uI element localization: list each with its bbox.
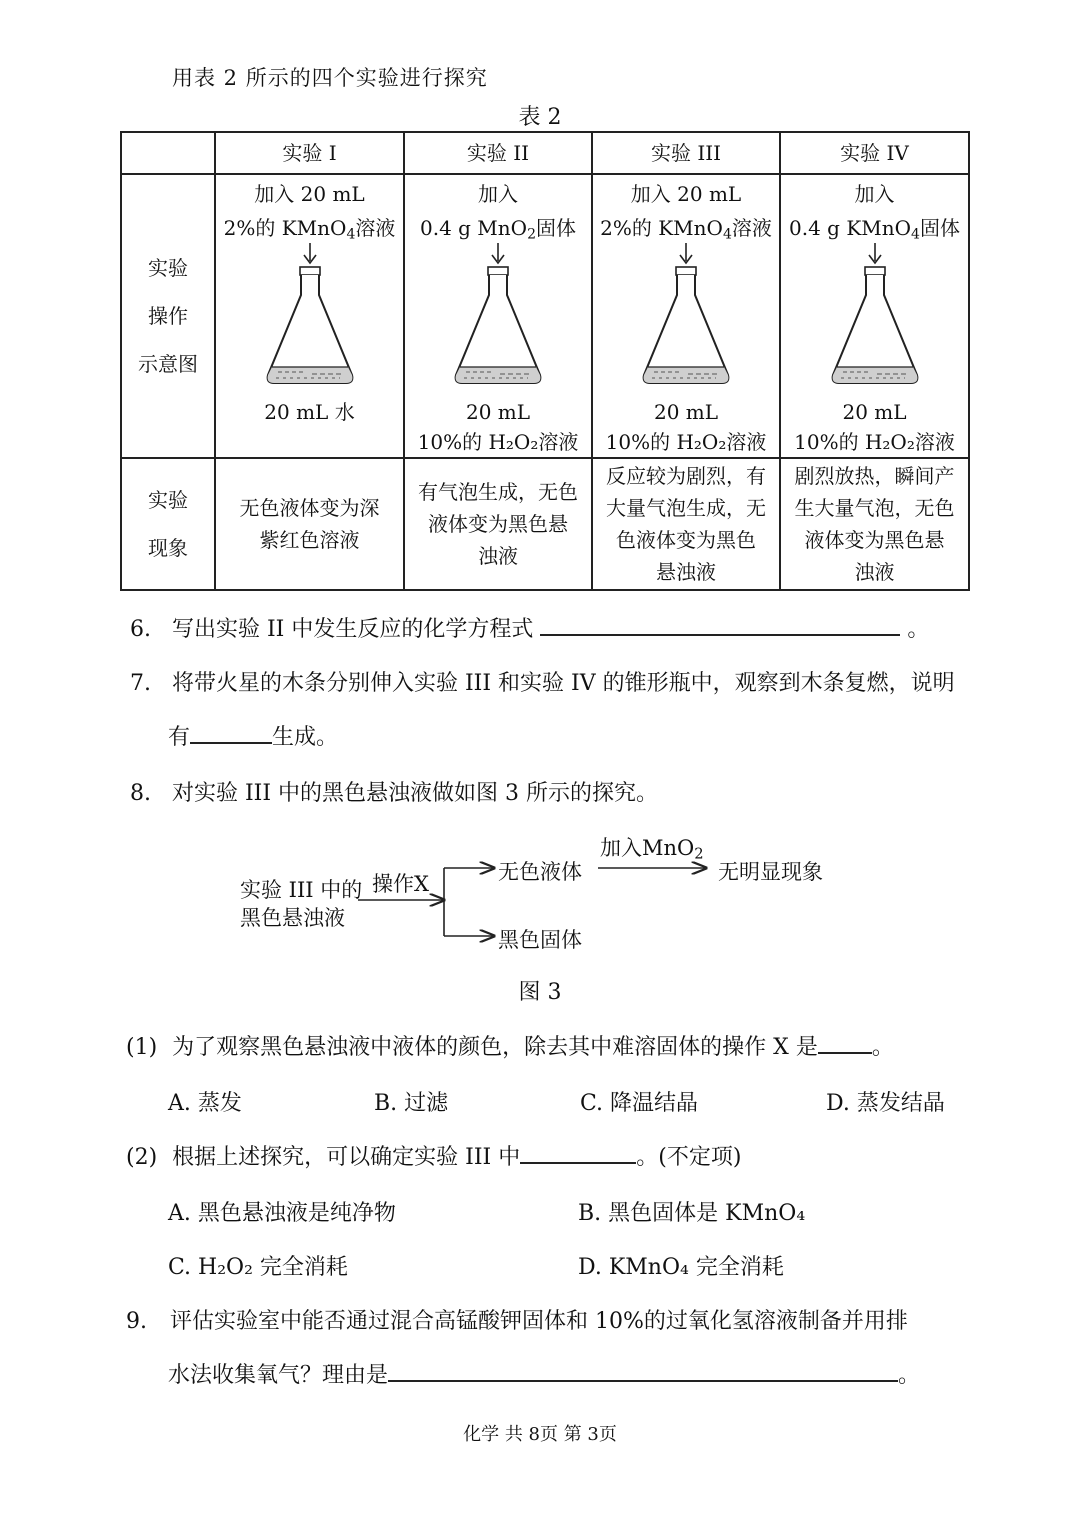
question-8-2: (2) 根据上述探究，可以确定实验 III 中 。(不定项) bbox=[126, 1145, 742, 1170]
flow-start-line2: 黑色悬浊液 bbox=[240, 906, 345, 930]
experiment-table bbox=[120, 131, 970, 591]
flow-operation-x: 操作X bbox=[372, 872, 429, 896]
header-cell: 实验 IV bbox=[780, 132, 969, 174]
phenomenon-cell bbox=[215, 458, 404, 590]
row-label-phenomenon: 实验 现象 bbox=[121, 458, 215, 590]
phenomenon-line: 悬浊液 bbox=[656, 560, 716, 584]
flask-contents-line2: 10%的 H₂O₂溶液 bbox=[417, 430, 579, 454]
phenomenon-line: 大量气泡生成，无 bbox=[606, 496, 766, 520]
phenomenon-line: 无色液体变为深 bbox=[239, 496, 380, 520]
question-7: 7. 将带火星的木条分别伸入实验 III 和实验 IV 的锥形瓶中，观察到木条复燃，说明 bbox=[130, 671, 955, 696]
figure-3-flowchart bbox=[230, 828, 850, 958]
operation-diagram bbox=[405, 175, 591, 457]
table-caption: 表 2 bbox=[518, 105, 562, 130]
operation-cell bbox=[592, 174, 780, 458]
added-reagent-line2: 0.4 g KMnO$_4$固体 bbox=[789, 216, 960, 243]
option-8-2-c[interactable]: C. H₂O₂ 完全消耗 bbox=[168, 1255, 348, 1280]
operation-cell bbox=[404, 174, 592, 458]
flow-add-mno2: 加入MnO$_2$ bbox=[600, 836, 704, 863]
answer-blank-q9[interactable] bbox=[388, 1380, 898, 1382]
question-6: 6. 写出实验 II 中发生反应的化学方程式 。 bbox=[130, 617, 930, 642]
erlenmeyer-flask-icon bbox=[448, 243, 548, 393]
phenomenon-row bbox=[121, 458, 969, 590]
option-8-2-d[interactable]: D. KMnO₄ 完全消耗 bbox=[578, 1255, 784, 1280]
header-cell bbox=[121, 132, 215, 174]
answer-blank-q8-1[interactable] bbox=[818, 1052, 872, 1054]
table-header-row bbox=[121, 132, 969, 174]
phenomenon-line: 生大量气泡，无色 bbox=[794, 496, 955, 520]
flask-contents-line2: 10%的 H₂O₂溶液 bbox=[794, 430, 955, 454]
figure-3-caption: 图 3 bbox=[518, 980, 562, 1005]
phenomenon-line: 浊液 bbox=[854, 560, 895, 584]
erlenmeyer-flask-icon bbox=[260, 243, 360, 393]
added-reagent-line2: 2%的 KMnO$_4$溶液 bbox=[600, 216, 772, 243]
phenomenon-line: 有气泡生成，无色 bbox=[418, 480, 578, 504]
option-8-2-a[interactable]: A. 黑色悬浊液是纯净物 bbox=[168, 1201, 396, 1226]
phenomenon-line: 剧烈放热，瞬间产 bbox=[794, 464, 955, 488]
option-8-1-b[interactable]: B. 过滤 bbox=[374, 1091, 449, 1116]
erlenmeyer-flask-icon bbox=[825, 243, 925, 393]
answer-blank-q8-2[interactable] bbox=[520, 1162, 636, 1164]
phenomenon-line: 液体变为黑色悬 bbox=[428, 512, 568, 536]
option-8-2-b[interactable]: B. 黑色固体是 KMnO₄ bbox=[578, 1201, 806, 1226]
phenomenon-line: 液体变为黑色悬 bbox=[804, 528, 945, 552]
header-cell: 实验 I bbox=[215, 132, 404, 174]
flow-branch-liquid: 无色液体 bbox=[498, 860, 582, 884]
added-reagent-line2: 0.4 g MnO$_2$固体 bbox=[419, 216, 576, 243]
answer-blank-q6[interactable] bbox=[540, 634, 900, 636]
added-reagent-line1: 加入 bbox=[854, 182, 895, 206]
added-reagent-line1: 加入 20 mL bbox=[254, 182, 365, 206]
added-reagent-line2: 2%的 KMnO$_4$溶液 bbox=[223, 216, 396, 243]
phenomenon-line: 紫红色溶液 bbox=[259, 528, 360, 552]
option-8-1-d[interactable]: D. 蒸发结晶 bbox=[826, 1091, 945, 1116]
header-cell: 实验 III bbox=[592, 132, 780, 174]
added-reagent-line1: 加入 bbox=[478, 182, 518, 206]
question-7-line2: 有 生成。 bbox=[168, 725, 339, 750]
row-label-operation: 实验 操作 示意图 bbox=[121, 174, 215, 458]
answer-blank-q7[interactable] bbox=[190, 742, 272, 744]
phenomenon-cell bbox=[780, 458, 969, 590]
phenomenon-cell bbox=[592, 458, 780, 590]
operation-cell bbox=[780, 174, 969, 458]
operation-diagram bbox=[216, 175, 403, 457]
flask-contents-line1: 20 mL bbox=[465, 400, 531, 424]
operation-cell bbox=[215, 174, 404, 458]
question-8-1: (1) 为了观察黑色悬浊液中液体的颜色，除去其中难溶固体的操作 X 是 。 bbox=[126, 1035, 894, 1060]
question-8: 8. 对实验 III 中的黑色悬浊液做如图 3 所示的探究。 bbox=[130, 781, 659, 806]
phenomenon-cell bbox=[404, 458, 592, 590]
flow-start-line1: 实验 III 中的 bbox=[240, 878, 363, 902]
flow-result: 无明显现象 bbox=[718, 860, 823, 884]
flask-contents-line1: 20 mL bbox=[653, 400, 719, 424]
phenomenon-line: 反应较为剧烈，有 bbox=[606, 464, 766, 488]
phenomenon-line: 浊液 bbox=[478, 544, 518, 568]
question-9-line2: 水法收集氧气？理由是 。 bbox=[168, 1363, 921, 1388]
flask-contents-line1: 20 mL bbox=[842, 400, 907, 424]
operation-row bbox=[121, 174, 969, 458]
flask-contents-line1: 20 mL 水 bbox=[264, 400, 355, 424]
page-footer: 化学 共 8页 第 3页 bbox=[463, 1424, 617, 1445]
operation-diagram bbox=[593, 175, 779, 457]
flask-contents-line2: 10%的 H₂O₂溶液 bbox=[605, 430, 767, 454]
option-8-1-a[interactable]: A. 蒸发 bbox=[168, 1091, 242, 1116]
added-reagent-line1: 加入 20 mL bbox=[630, 182, 742, 206]
operation-diagram bbox=[781, 175, 968, 457]
header-cell: 实验 II bbox=[404, 132, 592, 174]
flow-branch-solid: 黑色固体 bbox=[498, 928, 582, 952]
erlenmeyer-flask-icon bbox=[636, 243, 736, 393]
question-9: 9. 评估实验室中能否通过混合高锰酸钾固体和 10%的过氧化氢溶液制备并用排 bbox=[126, 1309, 908, 1334]
option-8-1-c[interactable]: C. 降温结晶 bbox=[580, 1091, 699, 1116]
phenomenon-line: 色液体变为黑色 bbox=[616, 528, 756, 552]
intro-text: 用表 2 所示的四个实验进行探究 bbox=[172, 66, 488, 90]
